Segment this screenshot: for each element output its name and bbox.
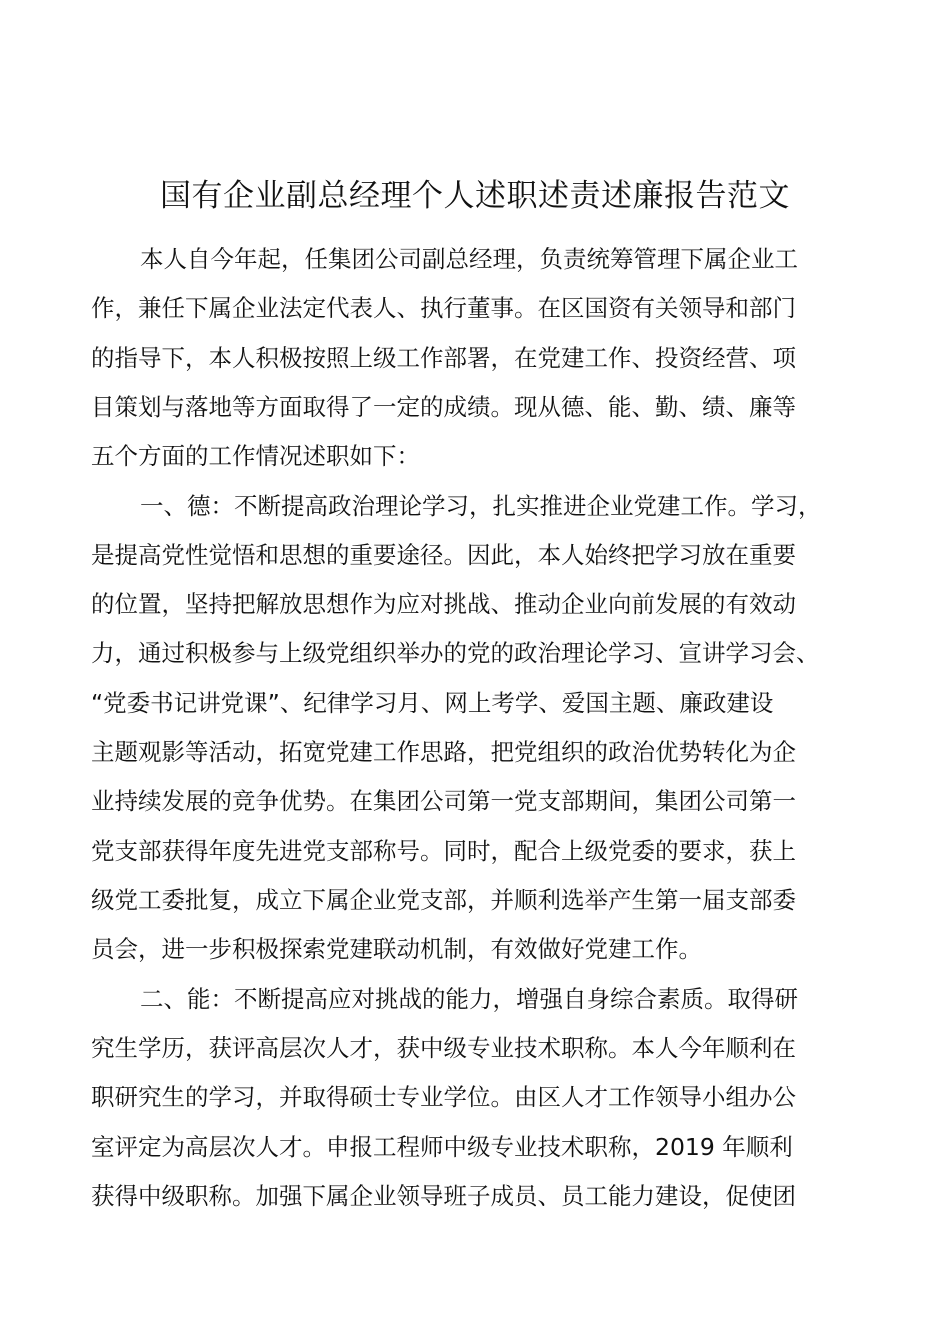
paragraph-line: 党支部获得年度先进党支部称号。同时，配合上级党委的要求，获上 (91, 837, 796, 865)
paragraph-line: 作，兼任下属企业法定代表人、执行董事。在区国资有关领导和部门 (91, 294, 796, 322)
paragraph-line: 业持续发展的竞争优势。在集团公司第一党支部期间，集团公司第一 (91, 787, 796, 815)
paragraph-line: 员会，进一步积极探索党建联动机制，有效做好党建工作。 (91, 935, 702, 963)
paragraph-line: 主题观影等活动，拓宽党建工作思路，把党组织的政治优势转化为企 (91, 738, 796, 766)
paragraph-line: 获得中级职称。加强下属企业领导班子成员、员工能力建设，促使团 (91, 1182, 796, 1210)
paragraph-line: 室评定为高层次人才。申报工程师中级专业技术职称，2019 年顺利 (91, 1133, 793, 1161)
paragraph-line: 究生学历，获评高层次人才，获中级专业技术职称。本人今年顺利在 (91, 1034, 796, 1062)
paragraph-line: 的位置，坚持把解放思想作为应对挑战、推动企业向前发展的有效动 (91, 590, 796, 618)
paragraph-line: 一、德：不断提高政治理论学习，扎实推进企业党建工作。学习， (140, 492, 822, 520)
paragraph-line: 是提高党性觉悟和思想的重要途径。因此，本人始终把学习放在重要 (91, 541, 796, 569)
paragraph-line: 职研究生的学习，并取得硕士专业学位。由区人才工作领导小组办公 (91, 1083, 796, 1111)
paragraph-line: 目策划与落地等方面取得了一定的成绩。现从德、能、勤、绩、廉等 (91, 393, 796, 421)
paragraph-line: 的指导下，本人积极按照上级工作部署，在党建工作、投资经营、项 (91, 344, 796, 372)
paragraph-line: 力，通过积极参与上级党组织举办的党的政治理论学习、宣讲学习会、 (91, 639, 820, 667)
paragraph-line: 五个方面的工作情况述职如下： (91, 442, 420, 470)
document-title: 国有企业副总经理个人述职述责述廉报告范文 (160, 178, 790, 214)
paragraph-line: “党委书记讲党课”、纪律学习月、网上考学、爱国主题、廉政建设 (91, 689, 774, 717)
paragraph-line: 本人自今年起，任集团公司副总经理，负责统筹管理下属企业工 (140, 245, 798, 273)
paragraph-line: 二、能：不断提高应对挑战的能力，增强自身综合素质。取得研 (140, 985, 798, 1013)
paragraph-line: 级党工委批复，成立下属企业党支部，并顺利选举产生第一届支部委 (91, 886, 796, 914)
